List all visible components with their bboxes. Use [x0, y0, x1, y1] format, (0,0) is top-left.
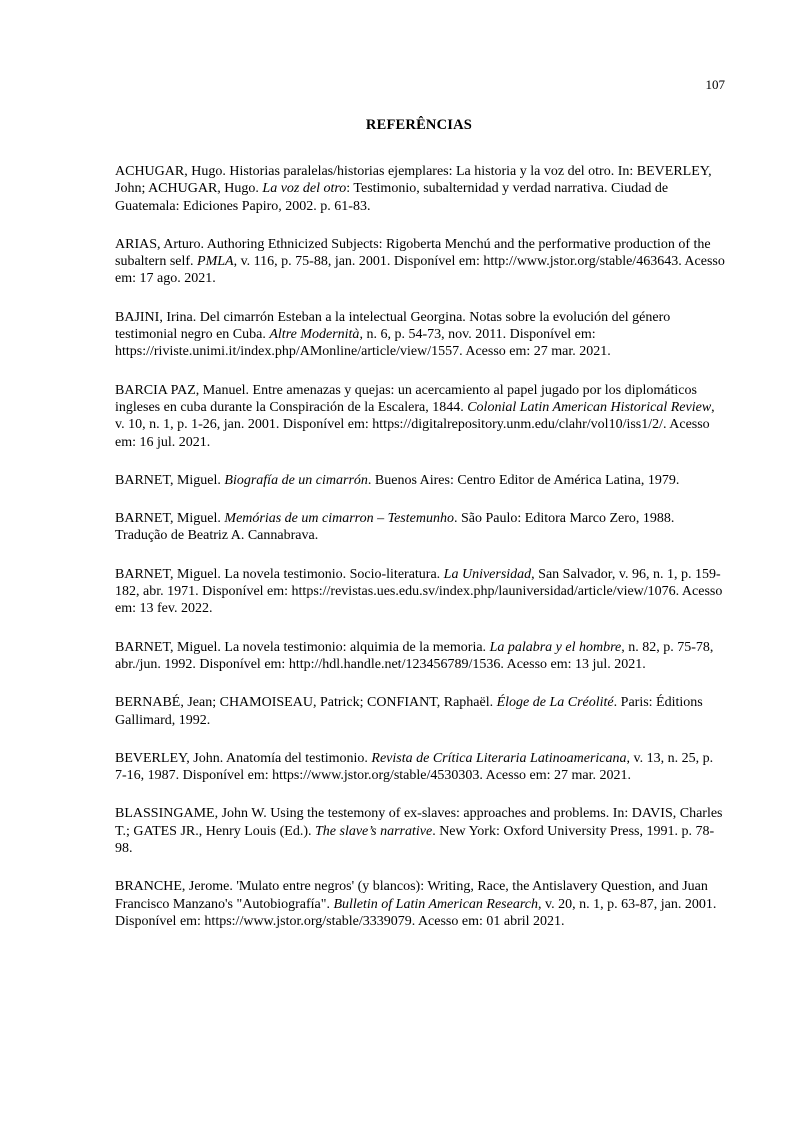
- reference-entry: BARNET, Miguel. Biografía de un cimarrón. Buenos Aires: Centro Editor de América Latina, 1979.: [115, 472, 680, 488]
- reference-entry: BRANCHE, Jerome. 'Mulato entre negros' (y blancos): Writing, Race, the Antislavery Question, and Juan Francisco Manzano's "Autobiografía". Bulletin of Latin American Research, v. 20, n. 1, p. 63-87, jan. 2001. Disponível em: https://www.jstor.org/stable/3339079. Acesso em: 01 abril 2021.: [115, 879, 717, 929]
- reference-entry: BLASSINGAME, John W. Using the testemony of ex-slaves: approaches and problems. In: DAVIS, Charles T.; GATES JR., Henry Louis (Ed.). The slave’s narrative. New York: Oxford University Press, 1991. p. 78-98.: [115, 806, 723, 857]
- reference-entry: BERNABÉ, Jean; CHAMOISEAU, Patrick; CONFIANT, Raphaël. Éloge de La Créolité. Paris: Éditions Gallimard, 1992.: [115, 695, 703, 728]
- reference-list: [115, 163, 727, 951]
- reference-entry: ARIAS, Arturo. Authoring Ethnicized Subjects: Rigoberta Menchú and the performative production of the subaltern self. PMLA, v. 116, p. 75-88, jan. 2001. Disponível em: http://www.jstor.org/stable/463643. Acesso em: 17 ago. 2021.: [115, 236, 725, 287]
- reference-entry: BARNET, Miguel. La novela testimonio: alquimia de la memoria. La palabra y el hombre, n. 82, p. 75-78, abr./jun. 1992. Disponível em: http://hdl.handle.net/123456789/1536. Acesso em: 13 jul. 2021.: [115, 639, 714, 672]
- page-number: 107: [705, 77, 725, 92]
- reference-entry: ACHUGAR, Hugo. Historias paralelas/historias ejemplares: La historia y la voz del otro. In: BEVERLEY, John; ACHUGAR, Hugo. La voz del otro: Testimonio, subalternidad y verdad narrativa. Ciudad de Guatemala: Ediciones Papiro, 2002. p. 61-83.: [115, 164, 712, 214]
- reference-entry: BARNET, Miguel. Memórias de um cimarron – Testemunho. São Paulo: Editora Marco Zero, 1988. Tradução de Beatriz A. Cannabrava.: [115, 511, 675, 544]
- reference-entry: BARNET, Miguel. La novela testimonio. Socio-literatura. La Universidad, San Salvador, v. 96, n. 1, p. 159-182, abr. 1971. Disponível em: https://revistas.ues.edu.sv/index.php/launiversidad/article/view/1076. Acesso em: 13 fev. 2022.: [115, 566, 723, 617]
- reference-entry: BARCIA PAZ, Manuel. Entre amenazas y quejas: un acercamiento al papel jugado por los diplomáticos ingleses en cuba durante la Conspiración de la Escalera, 1844. Colonial Latin American Historical Review, v. 10, n. 1, p. 1-26, jan. 2001. Disponível em: https://digitalrepository.unm.edu/clahr/vol10/iss1/2/. Acesso em: 16 jul. 2021.: [115, 382, 715, 450]
- reference-entry: BEVERLEY, John. Anatomía del testimonio. Revista de Crítica Literaria Latinoamericana, v. 13, n. 25, p. 7-16, 1987. Disponível em: https://www.jstor.org/stable/4530303. Acesso em: 27 mar. 2021.: [115, 750, 714, 784]
- page-title: REFERÊNCIAS: [365, 117, 473, 133]
- reference-entry: BAJINI, Irina. Del cimarrón Esteban a la intelectual Georgina. Notas sobre la evolución del género testimonial negro en Cuba. Altre Modernità, n. 6, p. 54-73, nov. 2011. Disponível em: https://riviste.unimi.it/index.php/AMonline/article/view/1557. Acesso em: 27 mar. 2021.: [115, 309, 671, 360]
